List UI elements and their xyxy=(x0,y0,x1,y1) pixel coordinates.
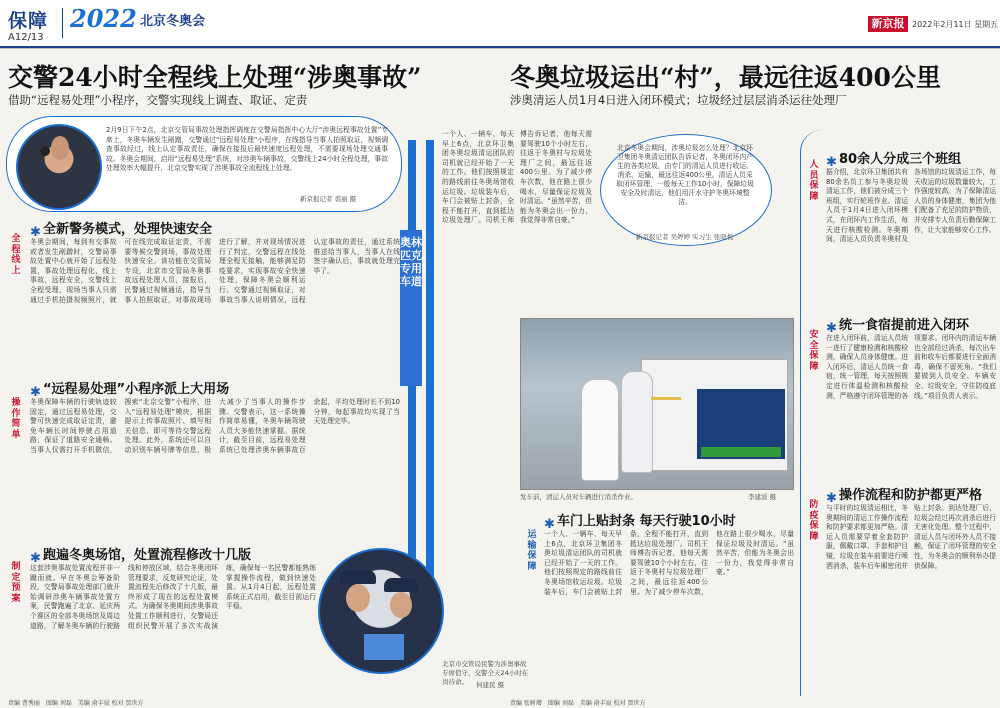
left-headline: 交警24小时全程线上处理“涉奥事故” xyxy=(8,63,422,92)
side-label-online: 全程线上 xyxy=(11,234,21,276)
side-label-plan: 制定预案 xyxy=(11,562,21,604)
section-title-text: 车门上贴封条 每天行驶10小时 xyxy=(557,514,736,529)
footer-right-credits: 责编 张树增 图编 刘磊 美编 俞丰宸 校对 贾世方 xyxy=(510,700,646,707)
snowflake-icon: ✱ xyxy=(826,491,837,506)
section-title-lodging xyxy=(826,314,970,336)
section-body-lodging: 在进入闭环前，清运人员统一进行了健康检测和核酸检测，确保人员身体健康。进入闭环后，清运人员统一食宿，统一管理，每天按照规定进行体温检测和核酸检测，严格遵守闭环管理的各项要求。闭环内的清运车辆也全部经过消杀，每次出车前和收车后都要进行全面消毒，确保不留死角。“我们要做到人员安全、车辆安全、垃圾安全，守住防疫底线。”项目负责人表示。 xyxy=(826,334,996,400)
footer-left-credits: 责编 曹秀丽 图编 刘磊 美编 俞丰宸 校对 贾世方 xyxy=(8,700,144,707)
main-photo-credit: 李建波 摄 xyxy=(748,493,777,501)
section-title-text: 80余人分成三个班组 xyxy=(839,152,962,167)
truck-stripe xyxy=(701,447,781,457)
section-title-protection xyxy=(826,484,983,506)
section-title-text: 跑遍冬奥场馆，处置流程修改十几版 xyxy=(43,548,252,563)
headset-icon xyxy=(40,146,50,156)
section-title-seal xyxy=(544,510,736,532)
section-body-protection: 与平时的垃圾清运相比，冬奥期间的清运工作操作流程和防护要求都更加严格。清运人员需要穿着全套防护服，佩戴口罩、手套和护目镜，垃圾在装车前要进行喷洒消杀，装车后车厢密闭并贴上封条。到达处理厂后，垃圾会经过再次消杀后进行无害化处理。整个过程中，清运人员与闭环外人员不接触，保证了闭环管理的安全性，为冬奥会的顺利举办提供保障。 xyxy=(826,504,996,570)
section-body-new-mode: 冬奥会期间，每到有交事故或者发生剐蹭时，交警局事故处置中心就开始了远程处置，事故处理远程化，线上事故，远程安全，交警线上全程受理，现场当事人只需通过手机拍摄视频照片，就可在线完成取证定责，不需要等候交警到场，事故处理快速安全。该功能在交管局专设，北京市交管局冬奥事故远程处理人员，接报后，民警通过视频通话，指导当事人拍照取证，对事故现场进行了解，并对现场情况进行了判定，交警远程在线处理全程无接触，能够满足防疫要求，实现事故安全快速处理，保障冬奥会顺利运行。交警通过视频取证，对事故当事人说明情况，远程认定事故的责任，通过系统推送给当事人，当事人在线签字确认后，事故就处理完毕了。 xyxy=(30,238,400,304)
section-body-venues: 这套涉奥事故处置流程并非一蹴而就。早在冬奥会筹备阶段，交警局事故处理部门就开始调研涉奥车辆事故处置方案，民警跑遍了北京、延庆两个赛区的全部冬奥场馆及周边道路，了解冬奥车辆的行驶路线和停放区域，结合冬奥闭环管理要求，反复研究论证，处置流程先后修改了十几版，最终形成了现在的远程处置模式。为确保冬奥期间涉奥事故处置工作顺利进行，交警局还组织民警开展了多次实战演练，确保每一名民警都能熟练掌握操作流程，做到快速处置。从1月4日起，远程处置系统正式启用，截至目前运行平稳。 xyxy=(30,564,316,630)
side-label-transport: 运输保障 xyxy=(527,530,537,572)
section-title-text: 全新警务模式，处理快速安全 xyxy=(43,222,213,237)
worker-in-hazmat xyxy=(581,379,619,481)
snowflake-icon: ✱ xyxy=(30,225,41,240)
officer-face xyxy=(346,584,370,612)
lane-track-right xyxy=(426,140,434,640)
section-title-text: 操作流程和防护都更严格 xyxy=(839,488,983,503)
quote-credit: 新京报记者 吴婷婷 实习生 张晓悦 xyxy=(636,233,734,241)
section-body-seal: 一个人、一辆车、每天早上6点，北京环卫集团冬奥垃圾清运团队的司机就已经开始了一天的工作。他们按照规定的路线前往冬奥场馆收运垃圾。垃圾装车后，车门会被贴上封条，全程不能打开，直到抵达垃圾处理厂。司机王师傅告诉记者，他每天需要驾驶10个小时左右，往返于冬奥村与垃圾处理厂之间，最远往返400公里。为了减少停车次数，他在路上很少喝水，尽量保证垃圾及时清运。“虽然辛苦，但能为冬奥会出一份力，我觉得非常自豪。” xyxy=(544,530,794,596)
snowflake-icon: ✱ xyxy=(826,321,837,336)
header-divider xyxy=(62,8,63,38)
section-title-venues xyxy=(30,544,252,566)
side-label-safety: 安全保障 xyxy=(809,330,819,372)
disinfection-sprayer xyxy=(651,397,681,400)
quote-text: 北京冬奥会期间，涉奥垃圾怎么处理？北京环卫集团冬奥清运团队告诉记者，冬奥闭环内产生的各类垃圾，由专门的清运人员进行收运、消杀、运输，最远往返400公里。清运人员采取闭环管理，一般每天工作10小时，保障垃圾安全及时清运，他们用汗水守护冬奥环境整洁。 xyxy=(616,144,754,206)
snowflake-icon: ✱ xyxy=(544,517,555,532)
right-subhead: 涉奥清运人员1月4日进入闭环模式；垃圾经过层层消杀运往处理厂 xyxy=(510,93,847,107)
police-cap xyxy=(384,578,418,592)
olympics-label: 北京冬奥会 xyxy=(140,14,206,29)
officer-portrait xyxy=(16,124,102,210)
section-title-text: 统一食宿提前进入闭环 xyxy=(839,318,970,333)
snowflake-icon: ✱ xyxy=(826,155,837,170)
section-title-teams xyxy=(826,148,962,170)
main-photo-caption: 发车前，清运人员对车辆进行消杀作业。 xyxy=(520,493,637,501)
worker-in-hazmat xyxy=(621,371,653,473)
police-cap xyxy=(340,570,376,584)
intro-text: 2月9日下午2点，北京交管局事故处理指挥调度在交警局指挥中心大厅“涉奥远程事故处置”专席上，冬奥车辆发生剐蹭，交警通过“远程易处理”小程序，在线指导当事人拍照取证，视频调查事故经过，线上认定事故责任，确保在接报后最快速度远程处理，不需要现场处理交通事故。冬奥会期间，启用“远程易处理”系统，对涉奥车辆事故，交警线上24小时全程处理，事故处理效率大幅提升，北京交警实现了涉奥事故全流程线上处理。 xyxy=(106,126,388,173)
side-label-simple: 操作简单 xyxy=(11,398,21,440)
side-label-staff: 人员保障 xyxy=(809,160,819,202)
right-headline: 冬奥垃圾运出“村”，最远往返400公里 xyxy=(510,63,941,92)
olympics-year-logo: 2022 xyxy=(70,4,137,33)
monitor-screen xyxy=(364,634,404,660)
page-footer xyxy=(0,696,1000,708)
police-photo-caption: 北京市交管局民警为涉奥事故专席值守，交警全天24小时在岗待命。 xyxy=(442,660,529,686)
header-rule xyxy=(0,46,1000,48)
police-photo xyxy=(318,548,444,674)
section-body-mini-program: 冬奥保障车辆的行驶轨迹较固定，通过远程易处理，交警可快速完成取证定责，避免车辆长时间停驶占用道路，保证了道路安全通畅。当事人仅需打开手机微信，搜索“北京交警”小程序，进入“远程易处理”模块，根据提示上传事故照片、填写相关信息，即可等待交警远程处理。此外，系统还可以自动识别车辆号牌等信息，极大减少了当事人的操作步骤。交警表示，这一系统操作简单易懂，冬奥车辆驾驶人员大多能快速掌握。据统计，截至目前，远程易处理系统已处理涉奥车辆事故百余起，平均处理时长不到10分钟，每起事故均实现了当天处理完毕。 xyxy=(30,398,400,454)
olympic-lane-banner: 奥林匹克专用车道 xyxy=(400,230,422,386)
police-photo-credit: 何建民 摄 xyxy=(476,681,505,689)
left-subhead: 借助“远程易处理”小程序，交警实现线上调查、取证、定责 xyxy=(8,93,308,107)
sanitation-photo xyxy=(520,318,794,490)
side-label-epidemic: 防疫保障 xyxy=(809,500,819,542)
right-intro-columns: 一个人、一辆车、每天早上6点，北京环卫集团冬奥垃圾清运团队的司机就已经开始了一天的工作。他们按照规定的路线前往冬奥场馆收运垃圾。垃圾装车后，车门会被贴上封条，全程不能打开，直到抵达垃圾处理厂。司机王师傅告诉记者，他每天需要驾驶10个小时左右，往返于冬奥村与垃圾处理厂之间，最远往返400公里。为了减少停车次数，他在路上很少喝水，尽量保证垃圾及时清运。“虽然辛苦，但能为冬奥会出一份力，我觉得非常自豪。” xyxy=(442,130,592,225)
section-title-mini-program xyxy=(30,378,230,400)
section-title-text: “远程易处理”小程序派上大用场 xyxy=(43,382,230,397)
issue-date: 2022年2月11日 星期五 xyxy=(912,20,999,29)
officer-face xyxy=(390,592,412,618)
section-title-new-mode xyxy=(30,218,213,240)
officer-face xyxy=(51,136,69,160)
section-tag: 保障 xyxy=(8,10,49,32)
snowflake-icon: ✱ xyxy=(30,385,41,400)
page-code: A12/13 xyxy=(8,32,44,43)
newspaper-logo: 新京报 xyxy=(868,16,908,32)
snowflake-icon: ✱ xyxy=(30,551,41,566)
intro-credit: 新京报记者 裘丽 摄 xyxy=(300,195,357,203)
section-body-teams: 据介绍，北京环卫集团共有80余名员工参与冬奥垃圾清运工作，他们被分成三个班组，实行轮班作业。清运人员于1月4日进入闭环模式，在闭环内工作生活，每天进行核酸检测。冬奥期间，清运人员负责冬奥村及各场馆的垃圾清运工作，每天收运的垃圾数量较大，工作强度较高。为了保障清运人员的身体健康，集团为他们配备了充足的防护物资，并安排专人负责后勤保障工作，让大家能够安心工作。 xyxy=(826,168,996,244)
